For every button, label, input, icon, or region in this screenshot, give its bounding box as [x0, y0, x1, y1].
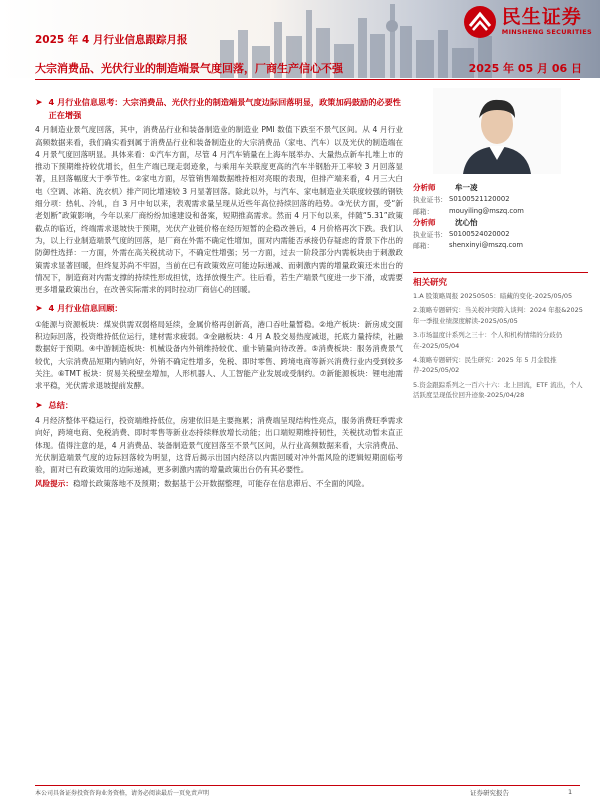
related-research-title: 相关研究	[413, 278, 448, 288]
related-item[interactable]: 2.策略专题研究：当关税冲突跨入谈判：2024 年报&2025 年一季报业绩深度解读-2025/05/05	[413, 306, 583, 325]
brand-logo	[462, 4, 592, 40]
footer-disclaimer: 本公司具备证券投资咨询业务资格，请务必阅读最后一页免责声明	[35, 790, 210, 797]
analyst-cert: S0100521120002	[449, 195, 510, 204]
related-item[interactable]: 1.A 股策略周报 20250505：暗藏的变化-2025/05/05	[413, 292, 573, 300]
section-heading-summary: ➤ 总结：	[35, 399, 403, 413]
analyst-email[interactable]: mouyiling@mszq.com	[449, 206, 524, 215]
main-content	[35, 96, 403, 491]
footer-divider	[35, 785, 580, 786]
review-paragraph: ①能源与资源板块：煤炭供需双弱格局延续，金属价格再创新高，港口吞吐量暂稳。②地产板块：新房成交面积边际回落，投资维持低位运行，建材需求疲弱。③金融板块：4 月 A 股交易热度减退，托底力量持续，社融数据好于预期。④中游制造板块：机械设备内外销维持较优、重卡销量向待改善。⑤消费板块：服务消费景气较优，大宗消费品短期内销向好，外销不确定性增多，免税、即时零售、跨境电商等新兴消费行业内受到较多关注。⑥TMT 板块：贸易关税壁垒增加，人形机器人、人工智能产业发展或受制约。⑦新能源板块：锂电池需求平稳，光伏需求退坡提前发酵。	[35, 319, 403, 391]
arrow-icon: ➤	[35, 304, 43, 315]
analyst-2-name-row: 分析师 沈心怡	[413, 217, 478, 227]
footer-doc-type: 证券研究报告	[470, 789, 509, 797]
risk-warning	[35, 478, 403, 490]
related-research-list	[413, 291, 588, 405]
arrow-icon: ➤	[35, 400, 43, 411]
title-divider	[35, 79, 580, 80]
risk-label: 风险提示：	[35, 479, 73, 489]
analyst-name: 沈心怡	[455, 217, 478, 227]
analyst-info: 分析师 牟一凌 执业证书： S0100521120002 邮箱： mouyiling@mszq.com 分析师 沈心怡 执业证书： S0100524020002 邮箱： shenxinyi@mszq.com	[413, 182, 588, 251]
analyst-email[interactable]: shenxinyi@mszq.com	[449, 241, 523, 250]
risk-text: 稳增长政策落地不及预期；数据基于公开数据整理，可能存在信息滞后、不全面的风险。	[72, 479, 370, 489]
report-date: 2025 年 05 月 06 日	[468, 62, 582, 75]
section-heading-review: ➤ 4 月行业信息回顾：	[35, 302, 403, 316]
section-heading-thoughts: ➤ 4 月行业信息思考：大宗消费品、光伏行业的制造端景气度边际回落明显，政策加码鼓励的必要性正在增强	[35, 97, 401, 121]
page-number: 1	[568, 788, 573, 796]
logo-icon	[462, 4, 498, 40]
analyst-name: 牟一凌	[455, 183, 478, 193]
arrow-icon: ➤	[35, 98, 43, 108]
logo-text-en: MINSHENG SECURITIES	[501, 28, 592, 37]
analyst-photo	[433, 88, 561, 174]
related-item[interactable]: 4.策略专题研究：民生研究：2025 年 5 月金股推荐-2025/05/02	[413, 355, 557, 375]
related-item[interactable]: 5.资金跟踪系列之一百六十六：北上回流，ETF 流出，个人活跃度呈现低位回升迹象-2025/04/28	[413, 380, 583, 400]
logo-text-cn: 民生证券	[501, 6, 582, 29]
side-divider	[413, 272, 588, 273]
analyst-cert: S0100524020002	[449, 229, 510, 238]
summary-paragraph: 4 月经济整体平稳运行，投资端维持低位，房建依旧是主要拖累；消费端呈现结构性亮点，服务消费旺季需求向好，跨境电商、免税消费、即时零售等新业态持续释放增长动能；出口端短期维持韧性，关税扰动暂未直正体现。值得注意的是，4 月消费品、装备制造景气度回落至不景气区间，从行业高频数据来看，大宗消费品、光伏制造端景气度的边际回落较为明显，这背后揭示出国内经济以内需回暖对冲外需风险的逻辑短期面临考验，面对已有政策效用的边际递减，更多刺激内需的增量政策出台仍有其必要性。	[35, 415, 403, 475]
related-item[interactable]: 3.市场温度计系列之三十：个人和机构情绪的分歧仍在-2025/05/04	[413, 331, 563, 350]
report-type: 2025 年 4 月行业信息跟踪月报	[35, 34, 188, 46]
thoughts-paragraph: 4 月制造业景气度回落，其中，消费品行业和装备制造业的制造业 PMI 数值下跌至不景气区间。从 4 月行业高频数据来看，我们确实看到属于消费品行业和装备制造业的大宗消费品（家电、汽车）以及光伏的制造端在 4 月景气度回落明显。具体来看：①汽车方面，尽管 4 月汽车销量在上海车展举办、大量热点新车扎堆上市的推动下预期维持较优增长，但生产端已现走弱迹象，与乘用车关联度更高的汽车半钢胎开工率较 3 月回落显著，且回落幅度大于季节性。②家电方面，尽管销售端数据维持相对亮眼的表现，但排产端来看，4 月三大白电（空调、冰箱、洗衣机）排产同比增速较 3 月显著回落。除此以外，与汽车、家电制造业关联度较强的钢铁细分项：热轧、冷轧，自 3 月中旬以来，表观需求量呈现从近些年高位持续回落的趋势。③光伏方面，受“新老划断”政策影响，今年以来厂商纷纷加速建设和备案，短期推高需求。然而 4 月下旬以来，伴随“5.31”政策截点的临近，终端需求退坡快于预期，光伏产业链价格在经历短暂的企稳改善后，4 月价格再次下跌。我们认为，以上行业制造端景气度的回落，是厂商在外需不确定性增加，面对内需能否承接仍存疑虑的背景下作出的防御性选择：一方面，外需在高关税扰动下，不确定性增强；另一方面，过去一阶段部分内需板块由于刺激政策需求显著回暖，但终复苏尚不牢固，当前在已有政策效应可能边际递减、而刺激内需的增量政策还未出台的情况下，制造商对内需支撑的持续性形成担忧，选择放慢生产。往后看，若生产端景气度进一步下滑，或需要更多增量政策出台，在改善实际需求的同时拉动厂商信心的回暖。	[35, 125, 403, 295]
report-title: 大宗消费品、光伏行业的制造端景气度回落，厂商生产信心不强	[35, 62, 343, 75]
analyst-1-name-row: 分析师 牟一凌	[413, 183, 478, 193]
